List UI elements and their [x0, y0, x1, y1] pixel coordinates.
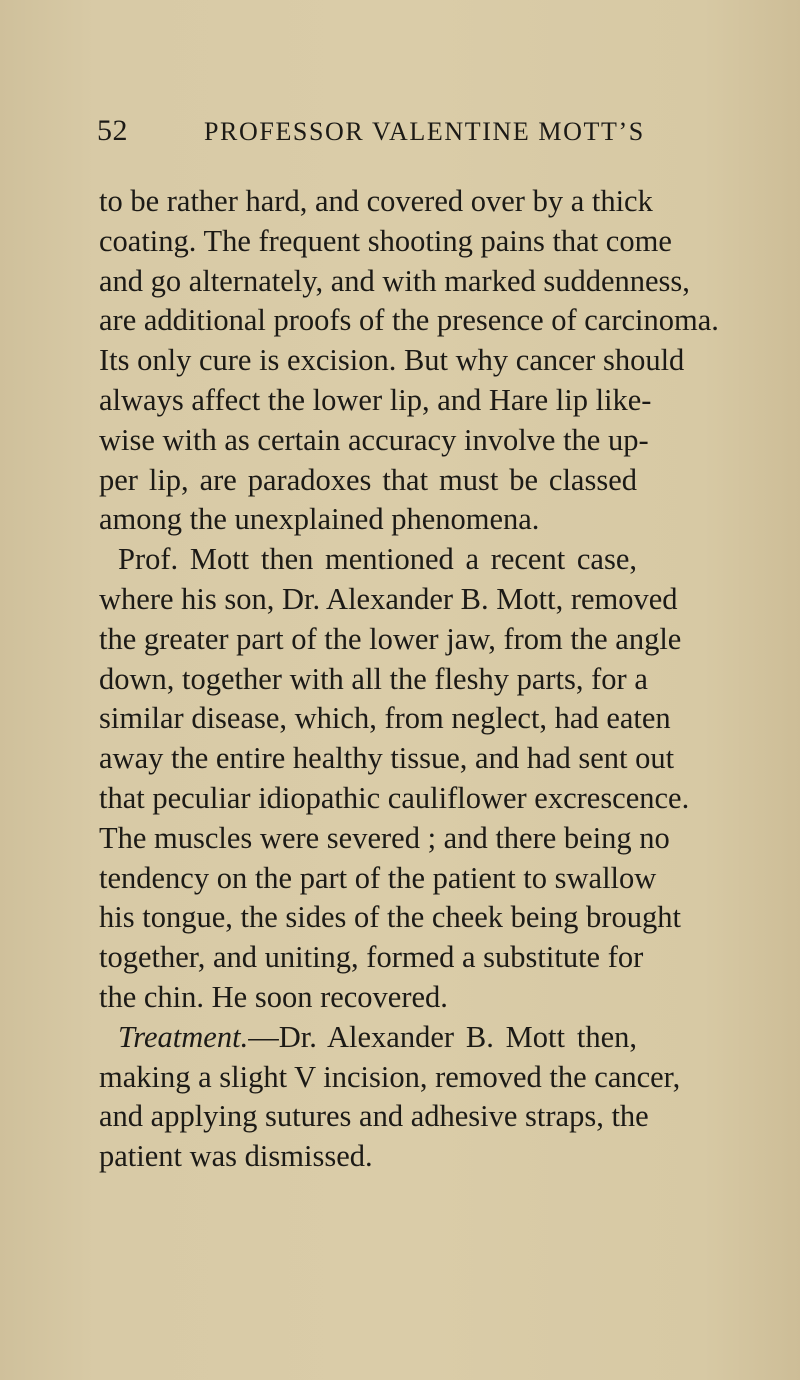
text-line: away the entire healthy tissue, and had sent out [99, 741, 675, 776]
text-line: are additional proofs of the presence of carcinoma. [99, 303, 719, 338]
text-line: tendency on the part of the patient to swallow [99, 860, 657, 895]
text-line: that peculiar idiopathic cauliflower excrescence. [99, 780, 690, 815]
text-line: Its only cure is excision. But why cancer should [99, 343, 685, 378]
text-line: the chin. He soon recovered. [99, 979, 448, 1014]
text-line: among the unexplained phenomena. [99, 502, 540, 537]
paragraph-2 [99, 540, 690, 1018]
text-line [99, 1018, 637, 1058]
text-line: to be rather hard, and covered over by a thick [99, 184, 653, 218]
text-line-rest: —Dr. Alexander B. Mott then, [248, 1019, 637, 1054]
text-line: wise with as certain accuracy involve the up- [99, 422, 649, 457]
text-line: The muscles were severed ; and there being no [99, 820, 670, 855]
text-line: coating. The frequent shooting pains that come [99, 223, 672, 258]
text-line: Prof. Mott then mentioned a recent case, [118, 542, 637, 577]
text-line: always affect the lower lip, and Hare lip like- [99, 382, 652, 417]
running-head [97, 114, 657, 154]
text-line: the greater part of the lower jaw, from the angle [99, 621, 682, 656]
text-line: making a slight V incision, removed the cancer, [99, 1059, 681, 1094]
text-line: where his son, Dr. Alexander B. Mott, removed [99, 581, 678, 616]
text-line: per lip, are paradoxes that must be classed [99, 462, 637, 497]
text-line: similar disease, which, from neglect, had eaten [99, 701, 671, 736]
section-heading: Treatment. [118, 1019, 249, 1054]
page-number: 52 [97, 114, 128, 147]
text-line: and go alternately, and with marked suddenness, [99, 263, 690, 298]
paragraph-3 [99, 1018, 681, 1177]
text-line: down, together with all the fleshy parts, for a [99, 661, 648, 696]
text-line: and applying sutures and adhesive straps, the [99, 1099, 649, 1134]
text-line: patient was dismissed. [99, 1139, 373, 1174]
running-title: PROFESSOR VALENTINE MOTT’S [204, 117, 645, 146]
body-text [99, 182, 719, 1177]
text-line: together, and uniting, formed a substitute for [99, 940, 644, 975]
paragraph-1 [99, 182, 719, 540]
text-line: his tongue, the sides of the cheek being brought [99, 900, 681, 935]
